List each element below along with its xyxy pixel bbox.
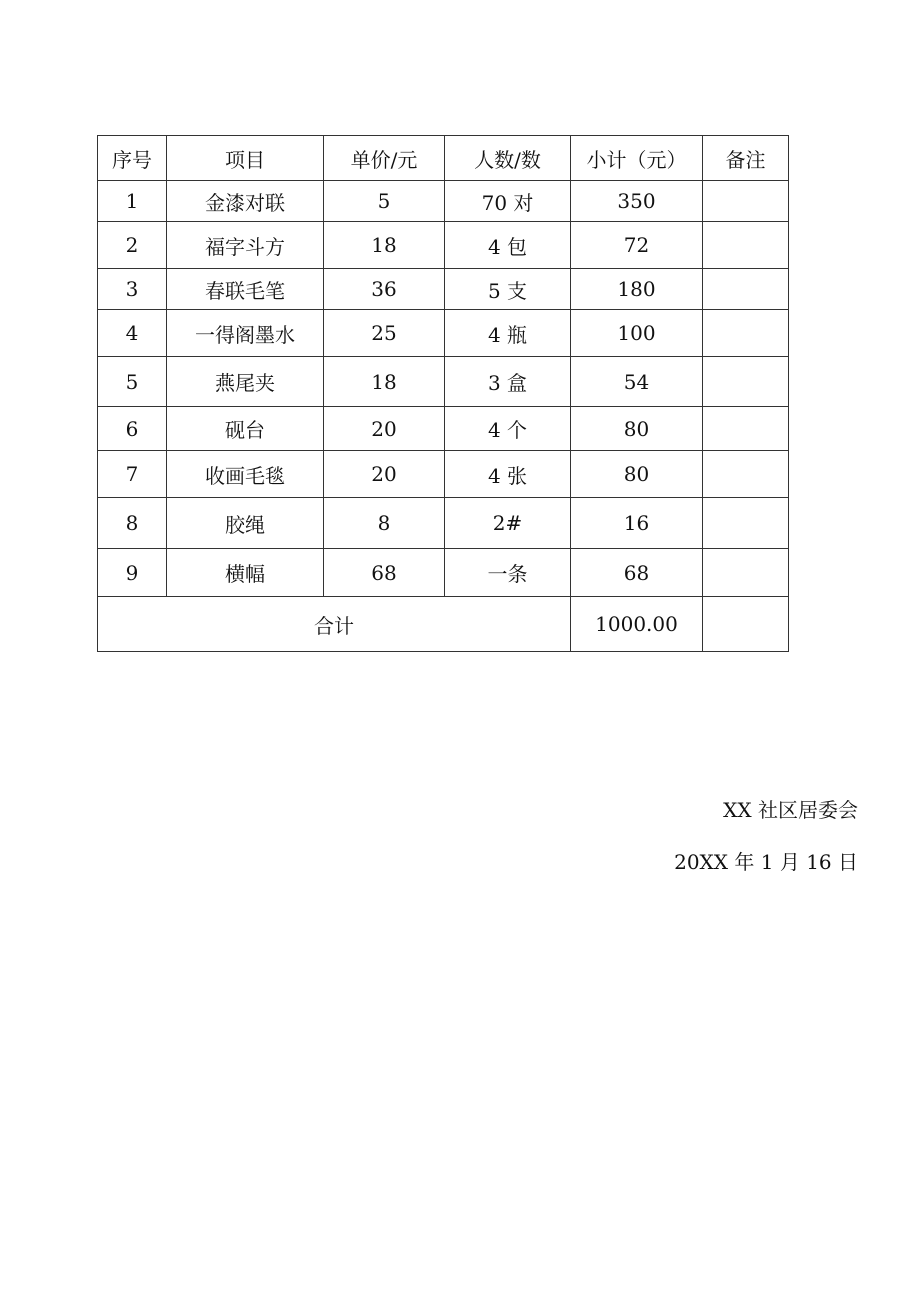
table-row bbox=[98, 181, 789, 222]
total-label: 合计 bbox=[98, 597, 571, 652]
header-cell-unit-price: 单价/元 bbox=[324, 136, 445, 181]
cell-item: 金漆对联 bbox=[167, 181, 324, 222]
issue-date: 20XX 年 1 月 16 日 bbox=[674, 850, 858, 874]
cell-index: 1 bbox=[98, 181, 167, 222]
issuer-name: XX 社区居委会 bbox=[723, 798, 858, 822]
cell-unit-price: 20 bbox=[324, 451, 445, 498]
cell-quantity: 2# bbox=[445, 498, 571, 549]
cell-remarks bbox=[703, 549, 789, 597]
cell-unit-price: 5 bbox=[324, 181, 445, 222]
header-cell-remarks: 备注 bbox=[703, 136, 789, 181]
cell-subtotal: 68 bbox=[571, 549, 703, 597]
cell-index: 7 bbox=[98, 451, 167, 498]
cell-subtotal: 180 bbox=[571, 269, 703, 310]
cell-item: 胶绳 bbox=[167, 498, 324, 549]
cell-item: 福字斗方 bbox=[167, 222, 324, 269]
cell-quantity: 70 对 bbox=[445, 181, 571, 222]
cell-quantity: 4 包 bbox=[445, 222, 571, 269]
cell-subtotal: 16 bbox=[571, 498, 703, 549]
cell-subtotal: 100 bbox=[571, 310, 703, 357]
table-row bbox=[98, 222, 789, 269]
table-row bbox=[98, 310, 789, 357]
cell-remarks bbox=[703, 407, 789, 451]
cell-index: 8 bbox=[98, 498, 167, 549]
cell-quantity: 4 张 bbox=[445, 451, 571, 498]
cell-index: 4 bbox=[98, 310, 167, 357]
table-row bbox=[98, 549, 789, 597]
cell-quantity: 一条 bbox=[445, 549, 571, 597]
total-row bbox=[98, 597, 789, 652]
table-row bbox=[98, 357, 789, 407]
cell-remarks bbox=[703, 269, 789, 310]
cell-remarks bbox=[703, 451, 789, 498]
cell-subtotal: 54 bbox=[571, 357, 703, 407]
cell-unit-price: 20 bbox=[324, 407, 445, 451]
total-remarks bbox=[703, 597, 789, 652]
cell-subtotal: 80 bbox=[571, 451, 703, 498]
cell-item: 一得阁墨水 bbox=[167, 310, 324, 357]
cell-unit-price: 8 bbox=[324, 498, 445, 549]
table-row bbox=[98, 269, 789, 310]
cell-index: 2 bbox=[98, 222, 167, 269]
header-row bbox=[98, 136, 789, 181]
cell-remarks bbox=[703, 222, 789, 269]
cell-subtotal: 350 bbox=[571, 181, 703, 222]
cell-remarks bbox=[703, 310, 789, 357]
cell-unit-price: 18 bbox=[324, 357, 445, 407]
expense-table bbox=[97, 135, 789, 652]
cell-item: 燕尾夹 bbox=[167, 357, 324, 407]
cell-remarks bbox=[703, 498, 789, 549]
header-cell-quantity: 人数/数 bbox=[445, 136, 571, 181]
cell-item: 横幅 bbox=[167, 549, 324, 597]
table-row bbox=[98, 498, 789, 549]
cell-item: 春联毛笔 bbox=[167, 269, 324, 310]
cell-unit-price: 68 bbox=[324, 549, 445, 597]
table-row bbox=[98, 451, 789, 498]
cell-index: 9 bbox=[98, 549, 167, 597]
cell-remarks bbox=[703, 357, 789, 407]
header-cell-subtotal: 小计（元） bbox=[571, 136, 703, 181]
cell-index: 5 bbox=[98, 357, 167, 407]
cell-quantity: 4 个 bbox=[445, 407, 571, 451]
table-row bbox=[98, 407, 789, 451]
cell-quantity: 3 盒 bbox=[445, 357, 571, 407]
header-cell-index: 序号 bbox=[98, 136, 167, 181]
cell-subtotal: 72 bbox=[571, 222, 703, 269]
cell-unit-price: 25 bbox=[324, 310, 445, 357]
cell-remarks bbox=[703, 181, 789, 222]
cell-subtotal: 80 bbox=[571, 407, 703, 451]
cell-unit-price: 36 bbox=[324, 269, 445, 310]
cell-unit-price: 18 bbox=[324, 222, 445, 269]
cell-quantity: 4 瓶 bbox=[445, 310, 571, 357]
cell-item: 砚台 bbox=[167, 407, 324, 451]
header-cell-item: 项目 bbox=[167, 136, 324, 181]
cell-index: 3 bbox=[98, 269, 167, 310]
total-value: 1000.00 bbox=[571, 597, 703, 652]
cell-item: 收画毛毯 bbox=[167, 451, 324, 498]
cell-quantity: 5 支 bbox=[445, 269, 571, 310]
cell-index: 6 bbox=[98, 407, 167, 451]
